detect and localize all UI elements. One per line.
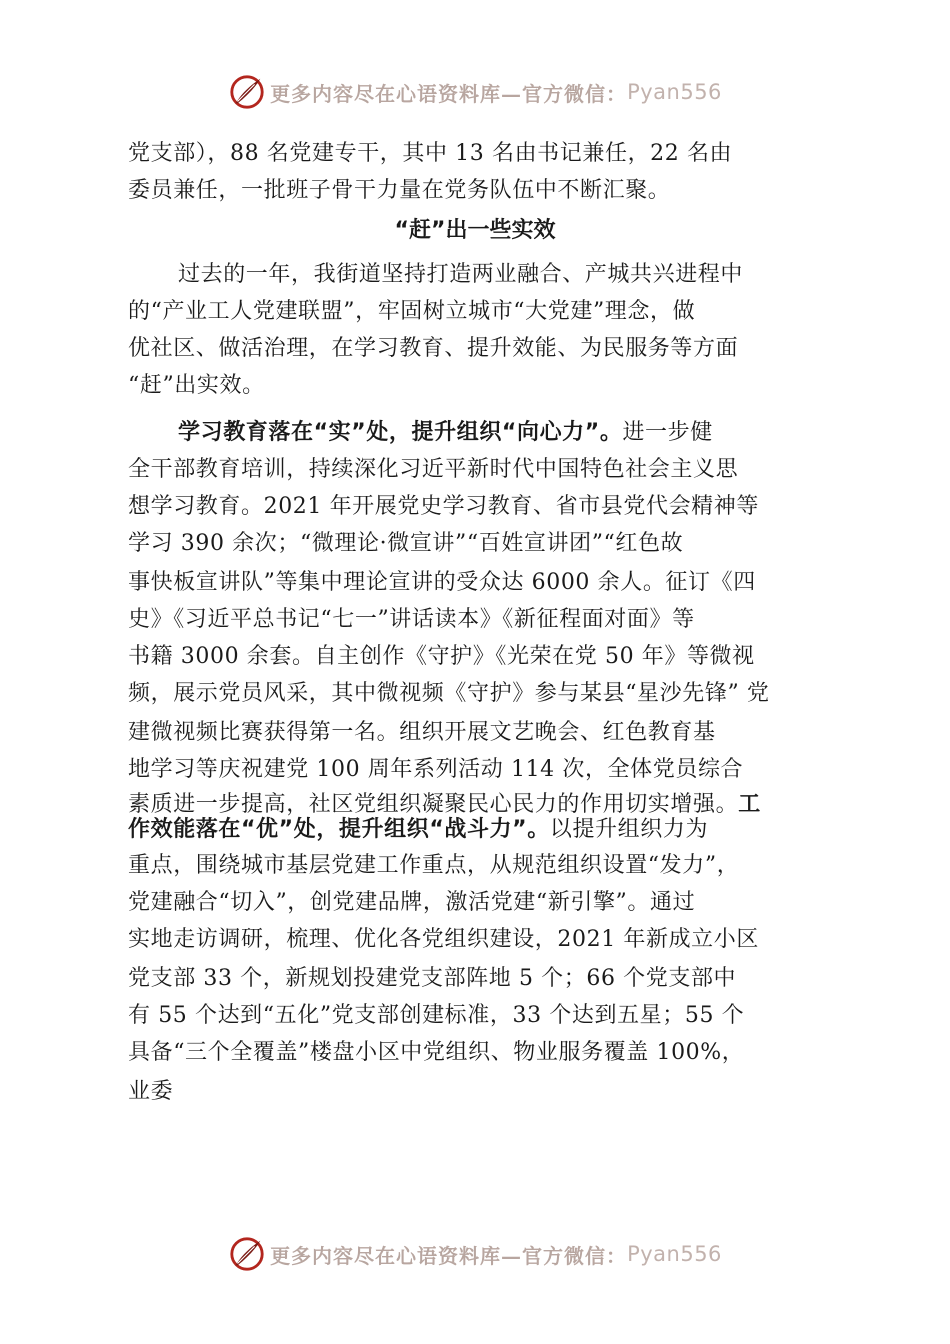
- para2-bold-title: 学习教育落在“实”处，提升组织“向心力”。: [178, 420, 623, 445]
- header-banner: [0, 72, 950, 112]
- para3-line-8: 业委: [128, 1079, 174, 1104]
- para3-line-6: 有 55 个达到“五化”党支部创建标准，33 个达到五星；55 个: [128, 1003, 745, 1028]
- para2-line-5: 事快板宣讲队”等集中理论宣讲的受众达 6000 余人。征订《四: [128, 570, 756, 595]
- banner-text: 更多内容尽在心语资料库—官方微信：: [270, 81, 628, 106]
- para3-line-4: 实地走访调研，梳理、优化各党组织建设，2021 年新成立小区: [128, 927, 759, 952]
- para2-line-7: 书籍 3000 余套。自主创作《守护》《光荣在党 50 年》等微视: [128, 644, 755, 669]
- para2-line-11-bold: 工: [738, 792, 761, 817]
- para3-line-7: 具备“三个全覆盖”楼盘小区中党组织、物业服务覆盖 100%，: [128, 1040, 745, 1065]
- para2-line-1-rest: 进一步健: [622, 420, 713, 445]
- intro-line-1: 党支部），88 名党建专干，其中 13 名由书记兼任，22 名由: [128, 141, 733, 166]
- quill-logo-icon: [228, 1235, 266, 1273]
- section-heading: “赶”出一些实效: [394, 218, 556, 243]
- para3-line-3: 党建融合“切入”，创党建品牌，激活党建“新引擎”。通过: [128, 890, 696, 915]
- para3-line-1-rest: 以提升组织力为: [549, 817, 709, 842]
- para2-line-3: 想学习教育。2021 年开展党史学习教育、省市县党代会精神等: [128, 494, 759, 519]
- intro-line-2: 委员兼任，一批班子骨干力量在党务队伍中不断汇聚。: [128, 178, 671, 203]
- para1-line-4: “赶”出实效。: [128, 373, 265, 398]
- para2-line-8: 频，展示党员风采，其中微视频《守护》参与某县“星沙先锋” 党: [128, 681, 770, 706]
- quill-logo-icon: [228, 73, 266, 111]
- para3-line-5: 党支部 33 个，新规划投建党支部阵地 5 个；66 个党支部中: [128, 966, 737, 991]
- para2-line-2: 全干部教育培训，持续深化习近平新时代中国特色社会主义思: [128, 457, 739, 482]
- footer-banner: [0, 1234, 950, 1274]
- para1-line-1: 过去的一年，我街道坚持打造两业融合、产城共兴进程中: [178, 262, 744, 287]
- para2-line-11-text: 素质进一步提高，社区党组织凝聚民心民力的作用切实增强。: [128, 792, 739, 817]
- para3-line-1: [128, 812, 708, 843]
- para2-line-4: 学习 390 余次；“微理论·微宣讲”“百姓宣讲团”“红色故: [128, 531, 684, 556]
- para1-line-3: 优社区、做活治理，在学习教育、提升效能、为民服务等方面: [128, 336, 739, 361]
- banner-wechat-id: Pyan556: [627, 80, 722, 104]
- para2-line-10: 地学习等庆祝建党 100 周年系列活动 114 次，全体党员综合: [128, 757, 744, 782]
- para2-line-6: 史》《习近平总书记“七一”讲话读本》《新征程面对面》等: [128, 607, 695, 632]
- para3-bold-title: 作效能落在“优”处，提升组织“战斗力”。: [128, 817, 550, 842]
- para1-line-2: 的“产业工人党建联盟”，牢固树立城市“大党建”理念，做: [128, 299, 696, 324]
- banner-text: 更多内容尽在心语资料库—官方微信：: [270, 1243, 628, 1268]
- banner-wechat-id: Pyan556: [627, 1242, 722, 1266]
- para2-line-9: 建微视频比赛获得第一名。组织开展文艺晚会、红色教育基: [128, 720, 716, 745]
- para2-line-1: [178, 415, 713, 446]
- para3-line-2: 重点，围绕城市基层党建工作重点，从规范组织设置“发力”，: [128, 853, 740, 878]
